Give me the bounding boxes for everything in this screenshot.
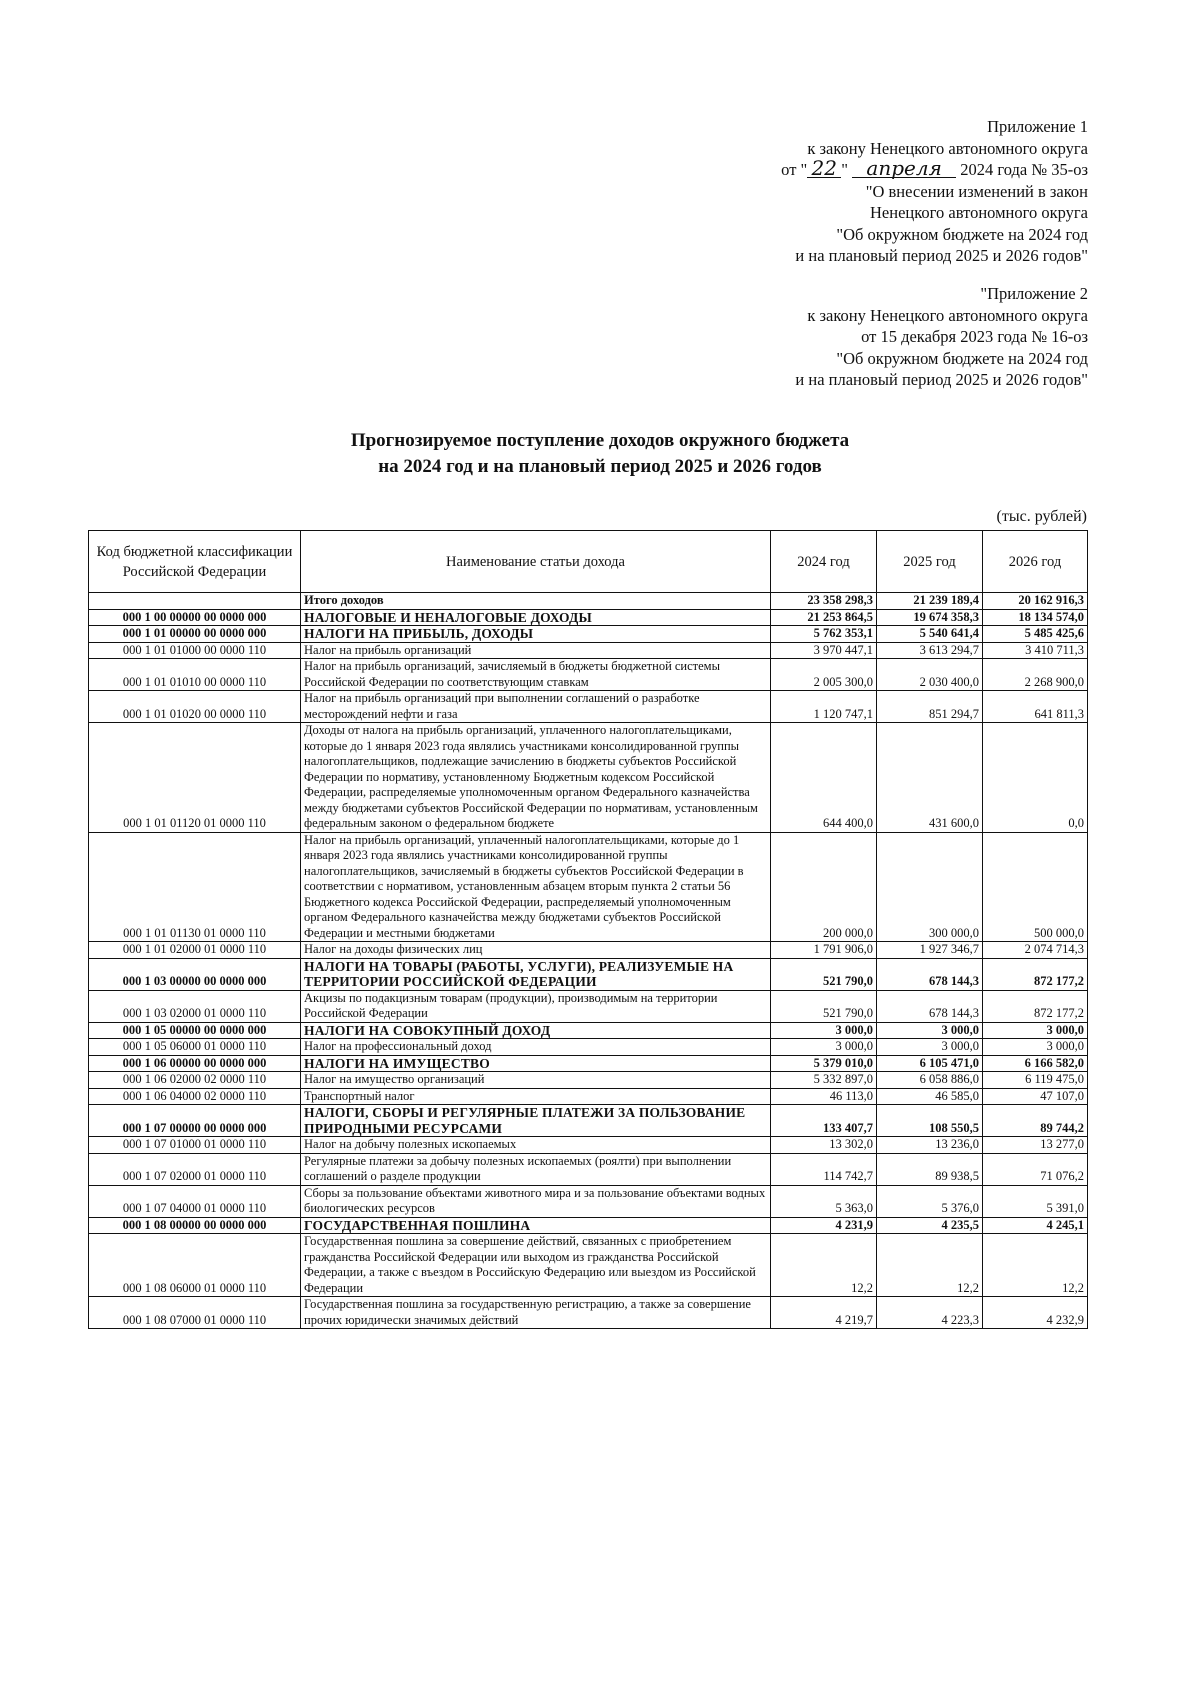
row-2026: 4 232,9 bbox=[983, 1297, 1088, 1329]
row-code: 000 1 05 00000 00 0000 000 bbox=[89, 1022, 301, 1039]
appendix-1-line6: "Об окружном бюджете на 2024 год bbox=[836, 224, 1088, 244]
row-2024: 23 358 298,3 bbox=[771, 593, 877, 610]
row-2025: 4 235,5 bbox=[877, 1217, 983, 1234]
row-2024: 5 762 353,1 bbox=[771, 626, 877, 643]
table-row bbox=[89, 1072, 1088, 1089]
row-2024: 133 407,7 bbox=[771, 1105, 877, 1137]
row-2024: 13 302,0 bbox=[771, 1137, 877, 1154]
handwritten-month: апреля bbox=[852, 159, 956, 178]
row-name: Налог на прибыль организаций bbox=[301, 642, 771, 659]
header-2026: 2026 год bbox=[983, 531, 1088, 593]
row-code: 000 1 08 00000 00 0000 000 bbox=[89, 1217, 301, 1234]
row-2026: 0,0 bbox=[983, 723, 1088, 833]
row-2024: 5 379 010,0 bbox=[771, 1055, 877, 1072]
row-2024: 46 113,0 bbox=[771, 1088, 877, 1105]
table-row bbox=[89, 1137, 1088, 1154]
row-2024: 4 231,9 bbox=[771, 1217, 877, 1234]
appendix-1-amend: "О внесении изменений в закон bbox=[865, 181, 1088, 201]
row-2024: 521 790,0 bbox=[771, 958, 877, 990]
row-2025: 46 585,0 bbox=[877, 1088, 983, 1105]
row-2026: 500 000,0 bbox=[983, 832, 1088, 942]
row-code: 000 1 00 00000 00 0000 000 bbox=[89, 609, 301, 626]
row-2026: 12,2 bbox=[983, 1234, 1088, 1297]
row-2025: 431 600,0 bbox=[877, 723, 983, 833]
table-row bbox=[89, 723, 1088, 833]
row-2026: 3 410 711,3 bbox=[983, 642, 1088, 659]
row-2025: 12,2 bbox=[877, 1234, 983, 1297]
row-name: Акцизы по подакцизным товарам (продукции), производимым на территории Российской Федерации bbox=[301, 990, 771, 1022]
table-row bbox=[89, 1088, 1088, 1105]
header-2025: 2025 год bbox=[877, 531, 983, 593]
row-name: Налог на прибыль организаций, уплаченный налогоплательщиками, которые до 1 января 2023 года являлись участниками консолидированной группы налогоплательщиков, зачисляемый в бюджеты субъектов Российской Федерации в соответствии с нормативом, установленным абзацем вторым пункта 2 статьи 56 Бюджетного кодекса Российской Федерации, распределяемый уполномоченным органом Федерального казначейства между бюджетами субъектов Российской Федерации и местными бюджетами bbox=[301, 832, 771, 942]
revenue-table bbox=[88, 530, 1088, 1329]
row-2025: 3 000,0 bbox=[877, 1022, 983, 1039]
row-name: Государственная пошлина за совершение действий, связанных с приобретением гражданства Российской Федерации или выходом из гражданства Российской Федерации, а также с въездом в Российскую Федерацию или выездом из Российской Федерации bbox=[301, 1234, 771, 1297]
row-2026: 3 000,0 bbox=[983, 1022, 1088, 1039]
row-2026: 641 811,3 bbox=[983, 691, 1088, 723]
row-2025: 678 144,3 bbox=[877, 958, 983, 990]
units-label: (тыс. рублей) bbox=[996, 508, 1087, 525]
appendix-1-law: к закону Ненецкого автономного округа bbox=[807, 138, 1088, 158]
row-2025: 1 927 346,7 bbox=[877, 942, 983, 959]
row-2024: 3 000,0 bbox=[771, 1022, 877, 1039]
table-row bbox=[89, 1022, 1088, 1039]
document-title-line1: Прогнозируемое поступление доходов окружного бюджета bbox=[350, 430, 850, 451]
row-2026: 872 177,2 bbox=[983, 958, 1088, 990]
document-title bbox=[0, 428, 1200, 480]
row-2026: 47 107,0 bbox=[983, 1088, 1088, 1105]
appendix-1-header bbox=[781, 116, 1088, 267]
row-name: НАЛОГИ НА ТОВАРЫ (РАБОТЫ, УСЛУГИ), РЕАЛИЗУЕМЫЕ НА ТЕРРИТОРИИ РОССИЙСКОЙ ФЕДЕРАЦИИ bbox=[301, 958, 771, 990]
row-code: 000 1 03 02000 01 0000 110 bbox=[89, 990, 301, 1022]
table-row bbox=[89, 609, 1088, 626]
row-code: 000 1 08 06000 01 0000 110 bbox=[89, 1234, 301, 1297]
row-code: 000 1 06 02000 02 0000 110 bbox=[89, 1072, 301, 1089]
row-name: Налог на прибыль организаций при выполнении соглашений о разработке месторождений нефти и газа bbox=[301, 691, 771, 723]
table-header-row bbox=[89, 531, 1088, 593]
table-row bbox=[89, 942, 1088, 959]
row-code: 000 1 01 01120 01 0000 110 bbox=[89, 723, 301, 833]
row-code: 000 1 07 02000 01 0000 110 bbox=[89, 1153, 301, 1185]
row-2025: 108 550,5 bbox=[877, 1105, 983, 1137]
row-2025: 3 613 294,7 bbox=[877, 642, 983, 659]
row-name: ГОСУДАРСТВЕННАЯ ПОШЛИНА bbox=[301, 1217, 771, 1234]
table-row bbox=[89, 626, 1088, 643]
row-2024: 5 332 897,0 bbox=[771, 1072, 877, 1089]
row-2024: 200 000,0 bbox=[771, 832, 877, 942]
row-code: 000 1 05 06000 01 0000 110 bbox=[89, 1039, 301, 1056]
row-code: 000 1 07 01000 01 0000 110 bbox=[89, 1137, 301, 1154]
row-2025: 5 376,0 bbox=[877, 1185, 983, 1217]
row-2026: 4 245,1 bbox=[983, 1217, 1088, 1234]
row-name: Налог на профессиональный доход bbox=[301, 1039, 771, 1056]
table-row bbox=[89, 1185, 1088, 1217]
row-name: Налог на добычу полезных ископаемых bbox=[301, 1137, 771, 1154]
row-2025: 21 239 189,4 bbox=[877, 593, 983, 610]
row-2025: 300 000,0 bbox=[877, 832, 983, 942]
appendix-1-line7: и на плановый период 2025 и 2026 годов" bbox=[795, 246, 1088, 265]
row-code: 000 1 03 00000 00 0000 000 bbox=[89, 958, 301, 990]
row-name: НАЛОГИ НА СОВОКУПНЫЙ ДОХОД bbox=[301, 1022, 771, 1039]
row-2025: 851 294,7 bbox=[877, 691, 983, 723]
row-2026: 872 177,2 bbox=[983, 990, 1088, 1022]
table-row bbox=[89, 958, 1088, 990]
row-2024: 114 742,7 bbox=[771, 1153, 877, 1185]
row-2024: 1 120 747,1 bbox=[771, 691, 877, 723]
table-row bbox=[89, 1153, 1088, 1185]
row-2026: 18 134 574,0 bbox=[983, 609, 1088, 626]
row-code: 000 1 01 01010 00 0000 110 bbox=[89, 659, 301, 691]
row-2025: 4 223,3 bbox=[877, 1297, 983, 1329]
row-name: НАЛОГИ НА ИМУЩЕСТВО bbox=[301, 1055, 771, 1072]
appendix-1-title: Приложение 1 bbox=[987, 117, 1088, 136]
appendix-2-date: от 15 декабря 2023 года № 16-оз bbox=[861, 327, 1088, 346]
row-2026: 89 744,2 bbox=[983, 1105, 1088, 1137]
row-code: 000 1 01 01020 00 0000 110 bbox=[89, 691, 301, 723]
table-row bbox=[89, 593, 1088, 610]
table-row bbox=[89, 1217, 1088, 1234]
row-2025: 6 058 886,0 bbox=[877, 1072, 983, 1089]
table-row bbox=[89, 1297, 1088, 1329]
row-2026: 71 076,2 bbox=[983, 1153, 1088, 1185]
table-row bbox=[89, 1039, 1088, 1056]
document-title-line2: на 2024 год и на плановый период 2025 и 2026 годов bbox=[378, 456, 822, 477]
row-name: Регулярные платежи за добычу полезных ископаемых (роялти) при выполнении соглашений о разделе продукции bbox=[301, 1153, 771, 1185]
header-code: Код бюджетной классификации Российской Федерации bbox=[89, 531, 301, 593]
row-name: Сборы за пользование объектами животного мира и за пользование объектами водных биологических ресурсов bbox=[301, 1185, 771, 1217]
row-2024: 1 791 906,0 bbox=[771, 942, 877, 959]
row-2024: 644 400,0 bbox=[771, 723, 877, 833]
row-name: Налог на имущество организаций bbox=[301, 1072, 771, 1089]
row-2024: 5 363,0 bbox=[771, 1185, 877, 1217]
appendix-1-date: от " 22 " апреля 2024 года № 35-оз bbox=[781, 156, 1088, 180]
row-2025: 678 144,3 bbox=[877, 990, 983, 1022]
table-body bbox=[89, 593, 1088, 1329]
row-2024: 2 005 300,0 bbox=[771, 659, 877, 691]
row-code bbox=[89, 593, 301, 610]
row-2026: 5 391,0 bbox=[983, 1185, 1088, 1217]
row-name: Итого доходов bbox=[301, 593, 771, 610]
row-code: 000 1 01 01000 00 0000 110 bbox=[89, 642, 301, 659]
row-2024: 3 000,0 bbox=[771, 1039, 877, 1056]
row-code: 000 1 01 01130 01 0000 110 bbox=[89, 832, 301, 942]
row-name: НАЛОГИ НА ПРИБЫЛЬ, ДОХОДЫ bbox=[301, 626, 771, 643]
row-2025: 5 540 641,4 bbox=[877, 626, 983, 643]
appendix-2-line5: и на плановый период 2025 и 2026 годов" bbox=[795, 370, 1088, 389]
row-code: 000 1 01 00000 00 0000 000 bbox=[89, 626, 301, 643]
row-code: 000 1 06 04000 02 0000 110 bbox=[89, 1088, 301, 1105]
table-row bbox=[89, 832, 1088, 942]
table-row bbox=[89, 1234, 1088, 1297]
row-2024: 4 219,7 bbox=[771, 1297, 877, 1329]
appendix-2-header bbox=[795, 283, 1088, 391]
row-2024: 12,2 bbox=[771, 1234, 877, 1297]
row-name: Государственная пошлина за государственную регистрацию, а также за совершение прочих юридически значимых действий bbox=[301, 1297, 771, 1329]
appendix-2-line4: "Об окружном бюджете на 2024 год bbox=[836, 348, 1088, 368]
row-2024: 3 970 447,1 bbox=[771, 642, 877, 659]
row-2024: 521 790,0 bbox=[771, 990, 877, 1022]
appendix-2-title: "Приложение 2 bbox=[980, 284, 1088, 303]
row-2025: 3 000,0 bbox=[877, 1039, 983, 1056]
row-2025: 6 105 471,0 bbox=[877, 1055, 983, 1072]
appendix-1-line5: Ненецкого автономного округа bbox=[870, 203, 1088, 222]
row-2025: 13 236,0 bbox=[877, 1137, 983, 1154]
row-code: 000 1 01 02000 01 0000 110 bbox=[89, 942, 301, 959]
row-code: 000 1 06 00000 00 0000 000 bbox=[89, 1055, 301, 1072]
row-code: 000 1 07 00000 00 0000 000 bbox=[89, 1105, 301, 1137]
table-row bbox=[89, 659, 1088, 691]
table-row bbox=[89, 990, 1088, 1022]
row-2026: 13 277,0 bbox=[983, 1137, 1088, 1154]
row-2026: 6 166 582,0 bbox=[983, 1055, 1088, 1072]
row-2026: 20 162 916,3 bbox=[983, 593, 1088, 610]
row-name: Налог на прибыль организаций, зачисляемый в бюджеты бюджетной системы Российской Федерации по соответствующим ставкам bbox=[301, 659, 771, 691]
row-2026: 3 000,0 bbox=[983, 1039, 1088, 1056]
row-2026: 5 485 425,6 bbox=[983, 626, 1088, 643]
header-2024: 2024 год bbox=[771, 531, 877, 593]
row-2025: 2 030 400,0 bbox=[877, 659, 983, 691]
row-name: НАЛОГОВЫЕ И НЕНАЛОГОВЫЕ ДОХОДЫ bbox=[301, 609, 771, 626]
row-name: Налог на доходы физических лиц bbox=[301, 942, 771, 959]
handwritten-day: 22 bbox=[807, 159, 841, 178]
row-2025: 19 674 358,3 bbox=[877, 609, 983, 626]
row-name: Транспортный налог bbox=[301, 1088, 771, 1105]
row-2024: 21 253 864,5 bbox=[771, 609, 877, 626]
table-row bbox=[89, 642, 1088, 659]
row-2026: 2 074 714,3 bbox=[983, 942, 1088, 959]
row-code: 000 1 07 04000 01 0000 110 bbox=[89, 1185, 301, 1217]
table-row bbox=[89, 1105, 1088, 1137]
row-name: Доходы от налога на прибыль организаций, уплаченного налогоплательщиками, которые до 1 января 2023 года являлись участниками консолидированной группы налогоплательщиков, подлежащие зачислению в бюджеты субъектов Российской Федерации по нормативу, установленному Бюджетным кодексом Российской Федерации, распределяемые уполномоченным органом Федерального казначейства между бюджетами субъектов Российской Федерации по нормативам, установленным федеральным законом о федеральном бюджете bbox=[301, 723, 771, 833]
row-2026: 2 268 900,0 bbox=[983, 659, 1088, 691]
header-name: Наименование статьи дохода bbox=[301, 531, 771, 593]
row-2025: 89 938,5 bbox=[877, 1153, 983, 1185]
table-row bbox=[89, 1055, 1088, 1072]
table-row bbox=[89, 691, 1088, 723]
row-name: НАЛОГИ, СБОРЫ И РЕГУЛЯРНЫЕ ПЛАТЕЖИ ЗА ПОЛЬЗОВАНИЕ ПРИРОДНЫМИ РЕСУРСАМИ bbox=[301, 1105, 771, 1137]
row-code: 000 1 08 07000 01 0000 110 bbox=[89, 1297, 301, 1329]
row-2026: 6 119 475,0 bbox=[983, 1072, 1088, 1089]
appendix-2-law: к закону Ненецкого автономного округа bbox=[807, 305, 1088, 325]
